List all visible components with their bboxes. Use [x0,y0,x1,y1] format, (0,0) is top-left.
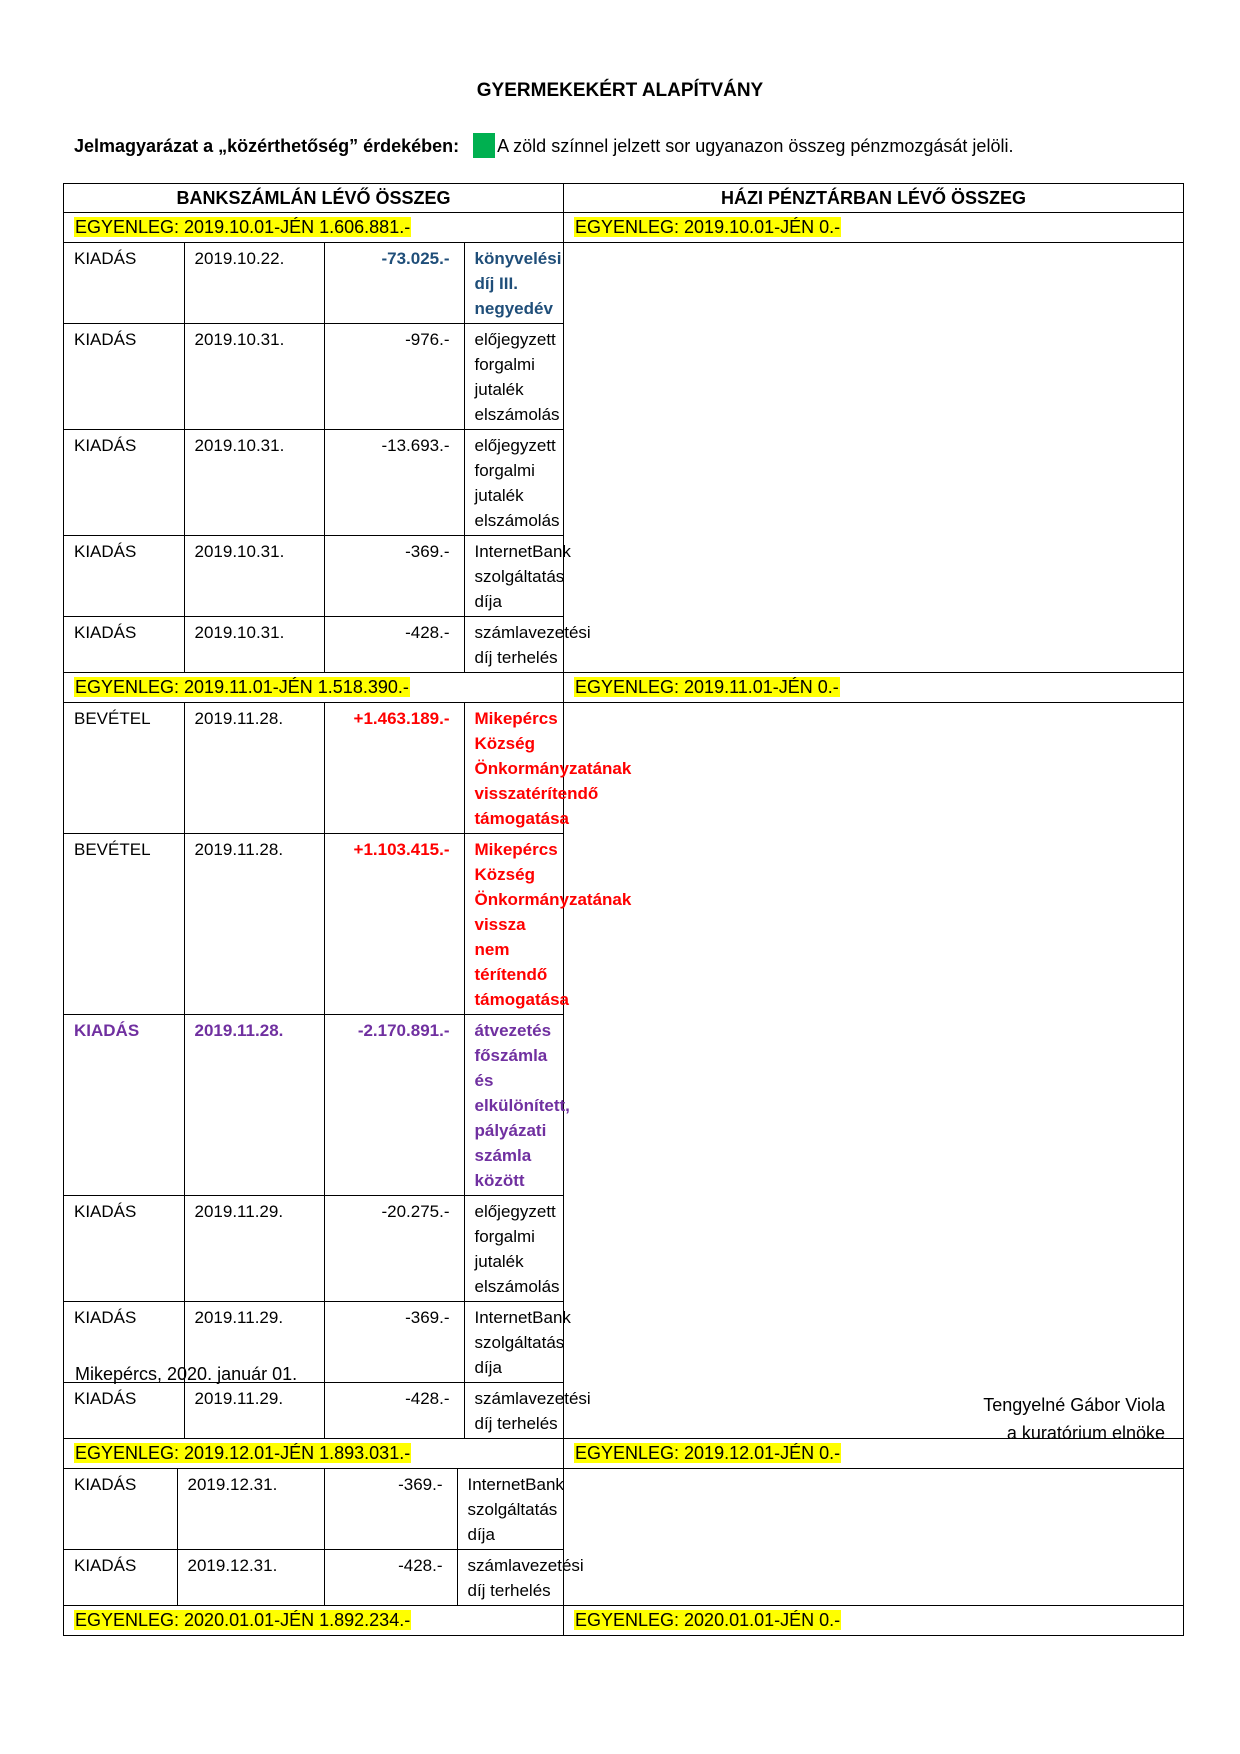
transaction-amount: -428.- [324,1383,464,1439]
bank-transactions-cell [64,1469,584,1606]
legend [74,133,1013,158]
transaction-type: KIADÁS [64,1015,184,1196]
transaction-type: KIADÁS [64,536,184,617]
cash-balance-cell [564,213,1184,243]
transactions-row [64,703,1184,1439]
transaction-amount: -13.693.- [324,430,464,536]
bank-balance-cell [64,1439,564,1469]
transaction-type: BEVÉTEL [64,834,184,1015]
transaction-date: 2019.11.28. [184,1015,324,1196]
transaction-row [64,1550,564,1606]
balance-row [64,673,1184,703]
transaction-amount: -428.- [324,617,464,673]
signature-block [983,1391,1165,1447]
cash-transactions-cell [564,1469,1184,1606]
bank-balance: EGYENLEG: 2019.11.01-JÉN 1.518.390.- [75,677,409,697]
signatory-name: Tengyelné Gábor Viola [983,1395,1165,1415]
transaction-description: előjegyzett forgalmi jutalék elszámolás [464,324,564,430]
cash-balance: EGYENLEG: 2019.10.01-JÉN 0.- [575,217,841,237]
transaction-description: InternetBank szolgáltatás díja [464,1302,564,1383]
transactions-table [64,243,591,672]
transaction-description: Mikepércs Község Önkormányzatának visszatérítendő támogatása [464,703,564,834]
transaction-row [64,834,564,1015]
cash-balance: EGYENLEG: 2019.11.01-JÉN 0.- [575,677,839,697]
transaction-date: 2019.11.29. [184,1302,324,1383]
transaction-amount: -2.170.891.- [324,1015,464,1196]
balance-row [64,1606,1184,1636]
bank-transactions-cell [64,703,632,1439]
transactions-table [64,703,632,1438]
transaction-row [64,1015,564,1196]
transaction-amount: +1.103.415.- [324,834,464,1015]
transaction-date: 2019.11.29. [184,1383,324,1439]
transaction-date: 2019.10.31. [184,536,324,617]
cash-balance: EGYENLEG: 2019.12.01-JÉN 0.- [575,1443,841,1463]
transaction-description: InternetBank szolgáltatás díja [457,1469,564,1550]
transaction-type: KIADÁS [64,243,184,324]
transaction-date: 2019.10.22. [184,243,324,324]
cash-balance: EGYENLEG: 2020.01.01-JÉN 0.- [575,1610,841,1630]
transaction-description: számlavezetési díj terhelés [464,1383,564,1439]
transaction-row [64,243,564,324]
transaction-description: átvezetés főszámla és elkülönített, pályázati számla között [464,1015,564,1196]
legend-text: A zöld színnel jelzett sor ugyanazon összeg pénzmozgását jelöli. [497,136,1014,156]
place-date: Mikepércs, 2020. január 01. [75,1364,298,1384]
transaction-row [64,1196,564,1302]
transaction-row [64,324,564,430]
transaction-date: 2019.12.31. [177,1550,324,1606]
transaction-type: KIADÁS [64,1302,184,1383]
document-title: GYERMEKEKÉRT ALAPÍTVÁNY [476,80,764,101]
cash-transactions-cell [564,703,1184,1439]
bank-balance: EGYENLEG: 2020.01.01-JÉN 1.892.234.- [75,1610,411,1630]
transaction-type: KIADÁS [64,617,184,673]
transactions-table [64,1469,584,1605]
legend-label: Jelmagyarázat a „közérthetőség” érdekében: [74,136,460,156]
transaction-amount: -976.- [324,324,464,430]
transaction-description: számlavezetési díj terhelés [457,1550,564,1606]
transaction-row [64,430,564,536]
transaction-row [64,703,564,834]
transaction-type: KIADÁS [64,1196,184,1302]
bank-balance: EGYENLEG: 2019.10.01-JÉN 1.606.881.- [75,217,411,237]
transaction-amount: -20.275.- [324,1196,464,1302]
bank-balance-cell [64,673,564,703]
transaction-type: KIADÁS [64,1383,184,1439]
transaction-description: előjegyzett forgalmi jutalék elszámolás [464,430,564,536]
transaction-row [64,617,564,673]
transaction-row [64,1469,564,1550]
balance-row [64,213,1184,243]
transaction-description: könyvelési díj III. negyedév [464,243,564,324]
transaction-amount: -73.025.- [324,243,464,324]
signatory-role: a kuratórium elnöke [1006,1423,1165,1443]
transactions-row [64,243,1184,673]
transaction-type: KIADÁS [64,324,184,430]
bank-transactions-cell [64,243,591,673]
transaction-type: BEVÉTEL [64,703,184,834]
transaction-date: 2019.11.28. [184,834,324,1015]
transaction-date: 2019.12.31. [177,1469,324,1550]
transaction-type: KIADÁS [64,1469,177,1550]
bank-balance: EGYENLEG: 2019.12.01-JÉN 1.893.031.- [75,1443,411,1463]
transaction-date: 2019.11.29. [184,1196,324,1302]
cash-balance-cell [564,1606,1184,1636]
bank-column-header: BANKSZÁMLÁN LÉVŐ ÖSSZEG [64,184,564,213]
transaction-date: 2019.11.28. [184,703,324,834]
transaction-amount: -369.- [324,1302,464,1383]
legend-green-swatch [473,133,495,158]
transaction-amount: -369.- [324,1469,457,1550]
transaction-description: előjegyzett forgalmi jutalék elszámolás [464,1196,564,1302]
transaction-description: Mikepércs Község Önkormányzatának vissza nem térítendő támogatása [464,834,564,1015]
transaction-type: KIADÁS [64,1550,177,1606]
transaction-date: 2019.10.31. [184,430,324,536]
transaction-amount: -428.- [324,1550,457,1606]
cash-balance-cell [564,673,1184,703]
bank-balance-cell [64,213,564,243]
transaction-type: KIADÁS [64,430,184,536]
transaction-description: számlavezetési díj terhelés [464,617,564,673]
transaction-date: 2019.10.31. [184,617,324,673]
cash-column-header: HÁZI PÉNZTÁRBAN LÉVŐ ÖSSZEG [564,184,1184,213]
transaction-amount: +1.463.189.- [324,703,464,834]
transaction-row [64,536,564,617]
transaction-row [64,1383,564,1439]
transactions-row [64,1469,1184,1606]
transaction-description: InternetBank szolgáltatás díja [464,536,564,617]
cash-transactions-cell [564,243,1184,673]
transaction-date: 2019.10.31. [184,324,324,430]
bank-balance-cell [64,1606,564,1636]
transaction-amount: -369.- [324,536,464,617]
